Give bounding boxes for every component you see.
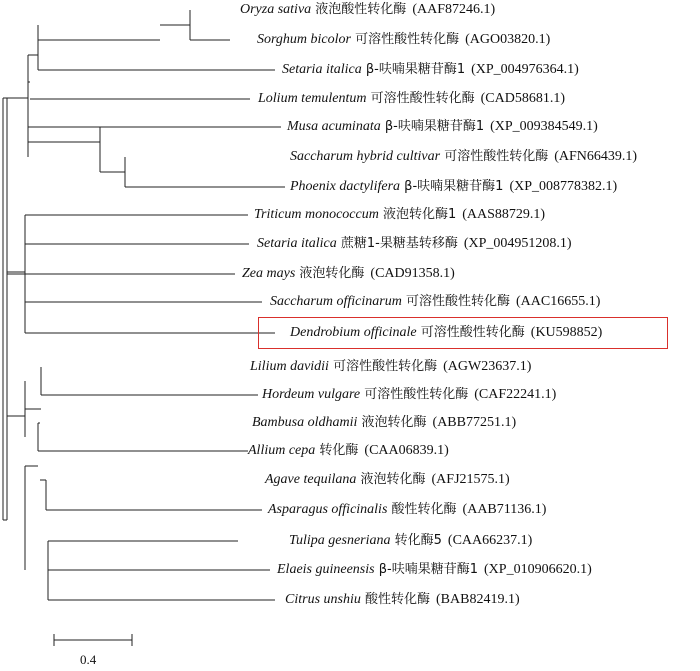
leaf-label xyxy=(254,207,545,223)
enzyme-name: 液泡转化酶 xyxy=(357,415,427,430)
accession-number: (KU598852) xyxy=(530,325,603,340)
accession-number: (AGO03820.1) xyxy=(465,32,551,47)
enzyme-name: 可溶性酸性转化酶 xyxy=(366,91,475,106)
species-name: Musa acuminata xyxy=(287,119,381,134)
enzyme-name: 液泡酸性转化酶 xyxy=(311,2,407,17)
accession-number: (AGW23637.1) xyxy=(443,359,532,374)
accession-number: (AFJ21575.1) xyxy=(431,472,510,487)
scale-bar-label: 0.4 xyxy=(80,652,97,667)
leaf-label xyxy=(277,562,592,578)
accession-number: (XP_004976364.1) xyxy=(471,62,579,77)
accession-number: (AAF87246.1) xyxy=(412,2,496,17)
leaf-label xyxy=(282,62,579,78)
enzyme-name: 液泡转化酶1 xyxy=(378,207,457,222)
leaf-label xyxy=(240,2,495,18)
accession-number: (AFN66439.1) xyxy=(554,149,638,164)
enzyme-name: β-呋喃果糖苷酶1 xyxy=(361,62,466,77)
species-name: Lilium davidii xyxy=(250,359,329,374)
leaf-label xyxy=(248,443,449,459)
leaf-label xyxy=(290,149,637,165)
accession-number: (CAF22241.1) xyxy=(474,387,557,402)
leaf-label xyxy=(287,119,598,135)
scale-bar xyxy=(54,634,132,646)
species-name: Citrus unshiu xyxy=(285,592,361,607)
highlight-box xyxy=(258,317,668,349)
accession-number: (XP_010906620.1) xyxy=(484,562,592,577)
accession-number: (XP_009384549.1) xyxy=(490,119,598,134)
species-name: Hordeum vulgare xyxy=(262,387,361,402)
enzyme-name: 转化酶 xyxy=(315,443,359,458)
enzyme-name: 酸性转化酶 xyxy=(387,502,457,517)
enzyme-name: 蔗糖1-果糖基转移酶 xyxy=(336,236,458,251)
species-name: Triticum monococcum xyxy=(254,207,379,222)
species-name: Elaeis guineensis xyxy=(277,562,375,577)
species-name: Agave tequilana xyxy=(265,472,357,487)
species-name: Setaria italica xyxy=(257,236,337,251)
leaf-label xyxy=(290,179,617,195)
enzyme-name: 可溶性酸性转化酶 xyxy=(440,149,549,164)
leaf-label xyxy=(268,502,546,518)
accession-number: (AAC16655.1) xyxy=(515,294,601,309)
accession-number: (AAS88729.1) xyxy=(462,207,546,222)
species-name: Tulipa gesneriana xyxy=(289,533,391,548)
leaf-label xyxy=(289,533,532,549)
accession-number: (XP_004951208.1) xyxy=(463,236,572,251)
enzyme-name: 液泡转化酶 xyxy=(356,472,426,487)
species-name: Setaria italica xyxy=(282,62,362,77)
leaf-label xyxy=(257,32,550,48)
species-name: Allium cepa xyxy=(248,443,316,458)
enzyme-name: 酸性转化酶 xyxy=(360,592,430,607)
species-name: Saccharum hybrid cultivar xyxy=(290,149,441,164)
enzyme-name: 可溶性酸性转化酶 xyxy=(350,32,460,47)
enzyme-name: β-呋喃果糖苷酶1 xyxy=(400,179,504,194)
enzyme-name: β-呋喃果糖苷酶1 xyxy=(374,562,479,577)
species-name: Lolium temulentum xyxy=(258,91,367,106)
enzyme-name: 可溶性酸性转化酶 xyxy=(360,387,469,402)
accession-number: (BAB82419.1) xyxy=(436,592,520,607)
accession-number: (AAB71136.1) xyxy=(462,502,547,517)
leaf-label xyxy=(242,266,455,282)
accession-number: (CAA66237.1) xyxy=(447,533,533,548)
accession-number: (XP_008778382.1) xyxy=(509,179,618,194)
enzyme-name: 可溶性酸性转化酶 xyxy=(401,294,510,309)
accession-number: (CAD91358.1) xyxy=(370,266,455,281)
leaf-label xyxy=(252,415,516,431)
accession-number: (CAA06839.1) xyxy=(364,443,449,458)
species-name: Saccharum officinarum xyxy=(270,294,402,309)
enzyme-name: 转化酶5 xyxy=(390,533,442,548)
species-name: Phoenix dactylifera xyxy=(290,179,401,194)
enzyme-name: β-呋喃果糖苷酶1 xyxy=(380,119,485,134)
enzyme-name: 可溶性酸性转化酶 xyxy=(328,359,438,374)
leaf-label xyxy=(262,387,556,403)
enzyme-name: 可溶性酸性转化酶 xyxy=(416,325,525,340)
species-name: Bambusa oldhamii xyxy=(252,415,358,430)
leaf-label xyxy=(258,91,565,107)
species-name: Zea mays xyxy=(242,266,296,281)
leaf-label xyxy=(257,236,572,252)
leaf-label xyxy=(270,294,600,310)
species-name: Asparagus officinalis xyxy=(268,502,388,517)
leaf-label xyxy=(250,359,531,375)
species-name: Dendrobium officinale xyxy=(290,325,417,340)
tree-branches xyxy=(3,10,285,600)
species-name: Oryza sativa xyxy=(240,2,312,17)
species-name: Sorghum bicolor xyxy=(257,32,351,47)
leaf-label xyxy=(285,592,520,608)
accession-number: (CAD58681.1) xyxy=(480,91,566,106)
leaf-label xyxy=(265,472,510,488)
accession-number: (ABB77251.1) xyxy=(432,415,517,430)
enzyme-name: 液泡转化酶 xyxy=(295,266,365,281)
